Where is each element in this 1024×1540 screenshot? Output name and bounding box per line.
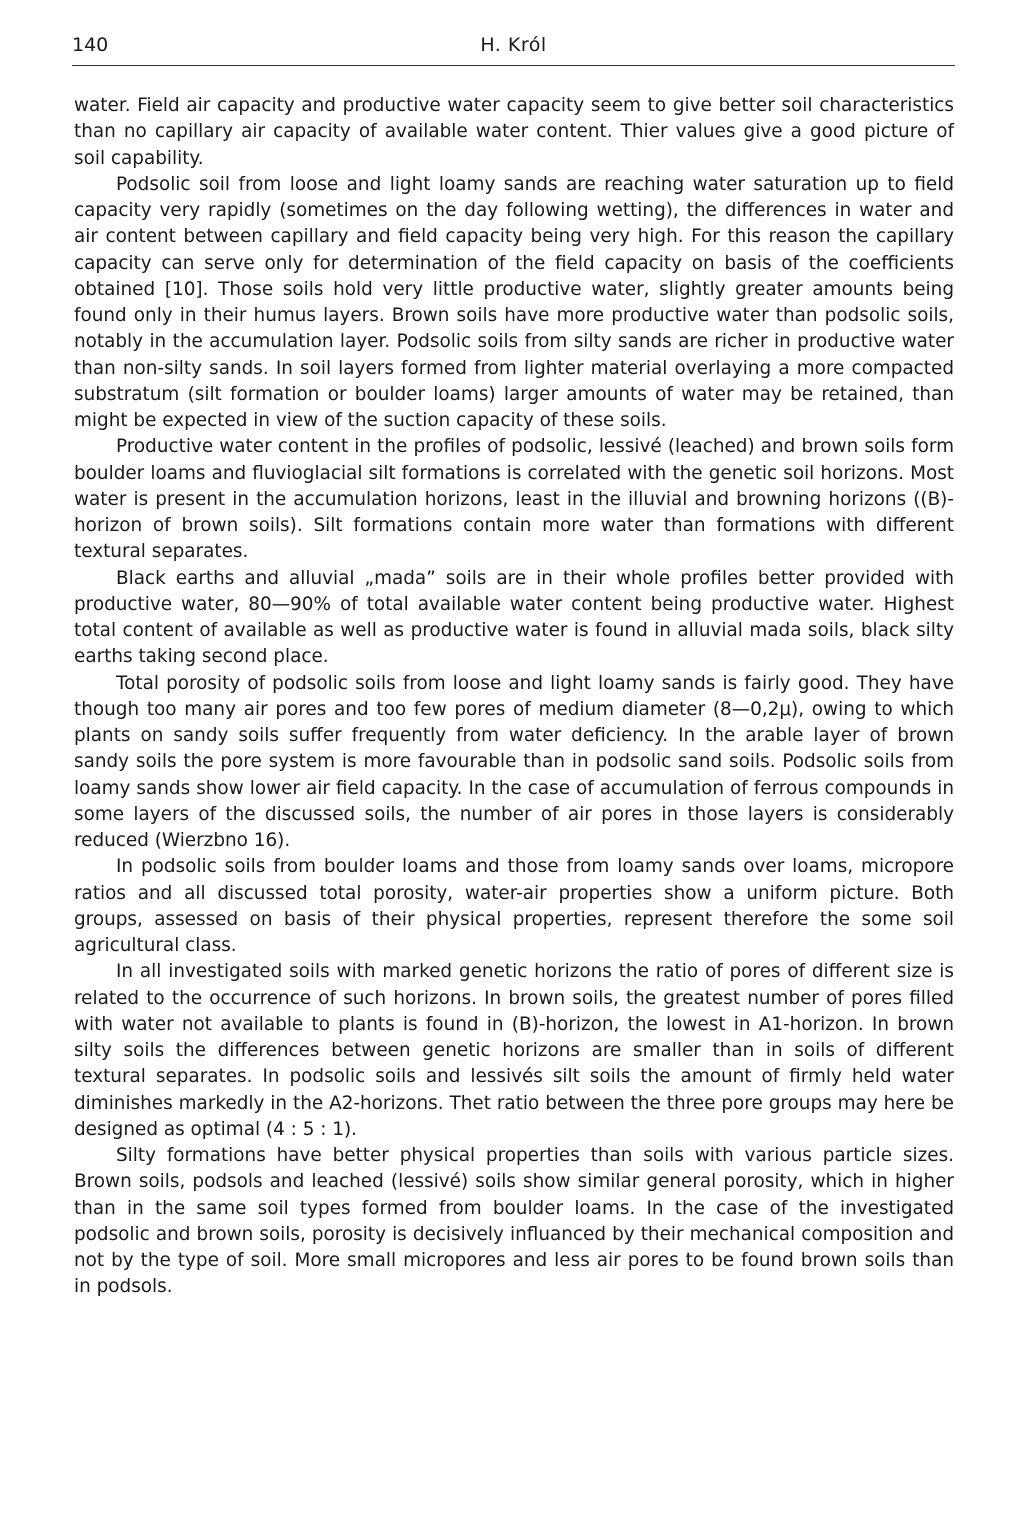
paragraph: In all investigated soils with marked genetic horizons the ratio of pores of different size is related to the occurrence of such horizons. In brown soils, the greatest number of pores filled with water not available to plants is found in (B)-horizon, the lowest in A1-horizon. In brown silty soils the differences between genetic horizons are smaller than in soils of different textural separates. In podsolic soils and lessivés silt soils the amount of firmly held water diminishes markedly in the A2-horizons. Thet ratio between the three pore groups may here be designed as optimal (4 : 5 : 1). xyxy=(74,961,954,1140)
body-text xyxy=(74,93,954,1301)
header-rule xyxy=(72,65,955,66)
paragraph: Podsolic soil from loose and light loamy sands are reaching water saturation up to field capacity very rapidly (sometimes on the day following wetting), the differences in water and air content between capillary and field capacity being very high. For this reason the capillary capacity can serve only for determination of the field capacity on basis of the coefficients obtained [10]. Those soils hold very little productive water, slightly greater amounts being found only in their humus layers. Brown soils have more productive water than podsolic soils, notably in the accumulation layer. Podsolic soils from silty sands are richer in productive water than non-silty sands. In soil layers formed from lighter material overlaying a more compacted substratum (silt formation or boulder loams) larger amounts of water may be retained, than might be expected in view of the suction capacity of these soils. xyxy=(74,173,954,431)
paragraph: Black earths and alluvial „mada” soils are in their whole profiles better provided with productive water, 80—90% of total available water content being productive water. Highest total content of available as well as productive water is found in alluvial mada soils, black silty earths taking second place. xyxy=(74,567,954,668)
page-number: 140 xyxy=(72,34,109,56)
paragraph: Productive water content in the profiles of podsolic, lessivé (leached) and brown soils form boulder loams and fluvioglacial silt formations is correlated with the genetic soil horizons. Most water is present in the accumulation horizons, least in the illuvial and browning horizons ((B)-horizon of brown soils). Silt formations contain more water than formations with different textural separates. xyxy=(74,436,954,563)
paragraph: In podsolic soils from boulder loams and those from loamy sands over loams, micropore ratios and all discussed total porosity, water-air properties show a uniform picture. Both groups, assessed on basis of their physical properties, represent therefore the some soil agricultural class. xyxy=(74,856,954,956)
running-head xyxy=(72,34,955,62)
paragraph-continuation: water. Field air capacity and productive water capacity seem to give better soil characteristics than no capillary air capacity of available water content. Thier values give a good picture of soil capability. xyxy=(74,95,954,169)
paragraph: Total porosity of podsolic soils from loose and light loamy sands is fairly good. They have though too many air pores and too few pores of medium diameter (8—0,2μ), owing to which plants on sandy soils suffer frequently from water deficiency. In the arable layer of brown sandy soils the pore system is more favourable than in podsolic sand soils. Podsolic soils from loamy sands show lower air field capacity. In the case of accumulation of ferrous compounds in some layers of the discussed soils, the number of air pores in those layers is considerably reduced (Wierzbno 16). xyxy=(74,672,954,851)
running-title: H. Król xyxy=(480,34,547,56)
paragraph: Silty formations have better physical properties than soils with various particle sizes. Brown soils, podsols and leached (lessivé) soils show similar general porosity, which in higher than in the same soil types formed from boulder loams. In the case of the investigated podsolic and brown soils, porosity is decisively influanced by their mechanical composition and not by the type of soil. More small micropores and less air pores to be found brown soils than in podsols. xyxy=(74,1145,954,1298)
